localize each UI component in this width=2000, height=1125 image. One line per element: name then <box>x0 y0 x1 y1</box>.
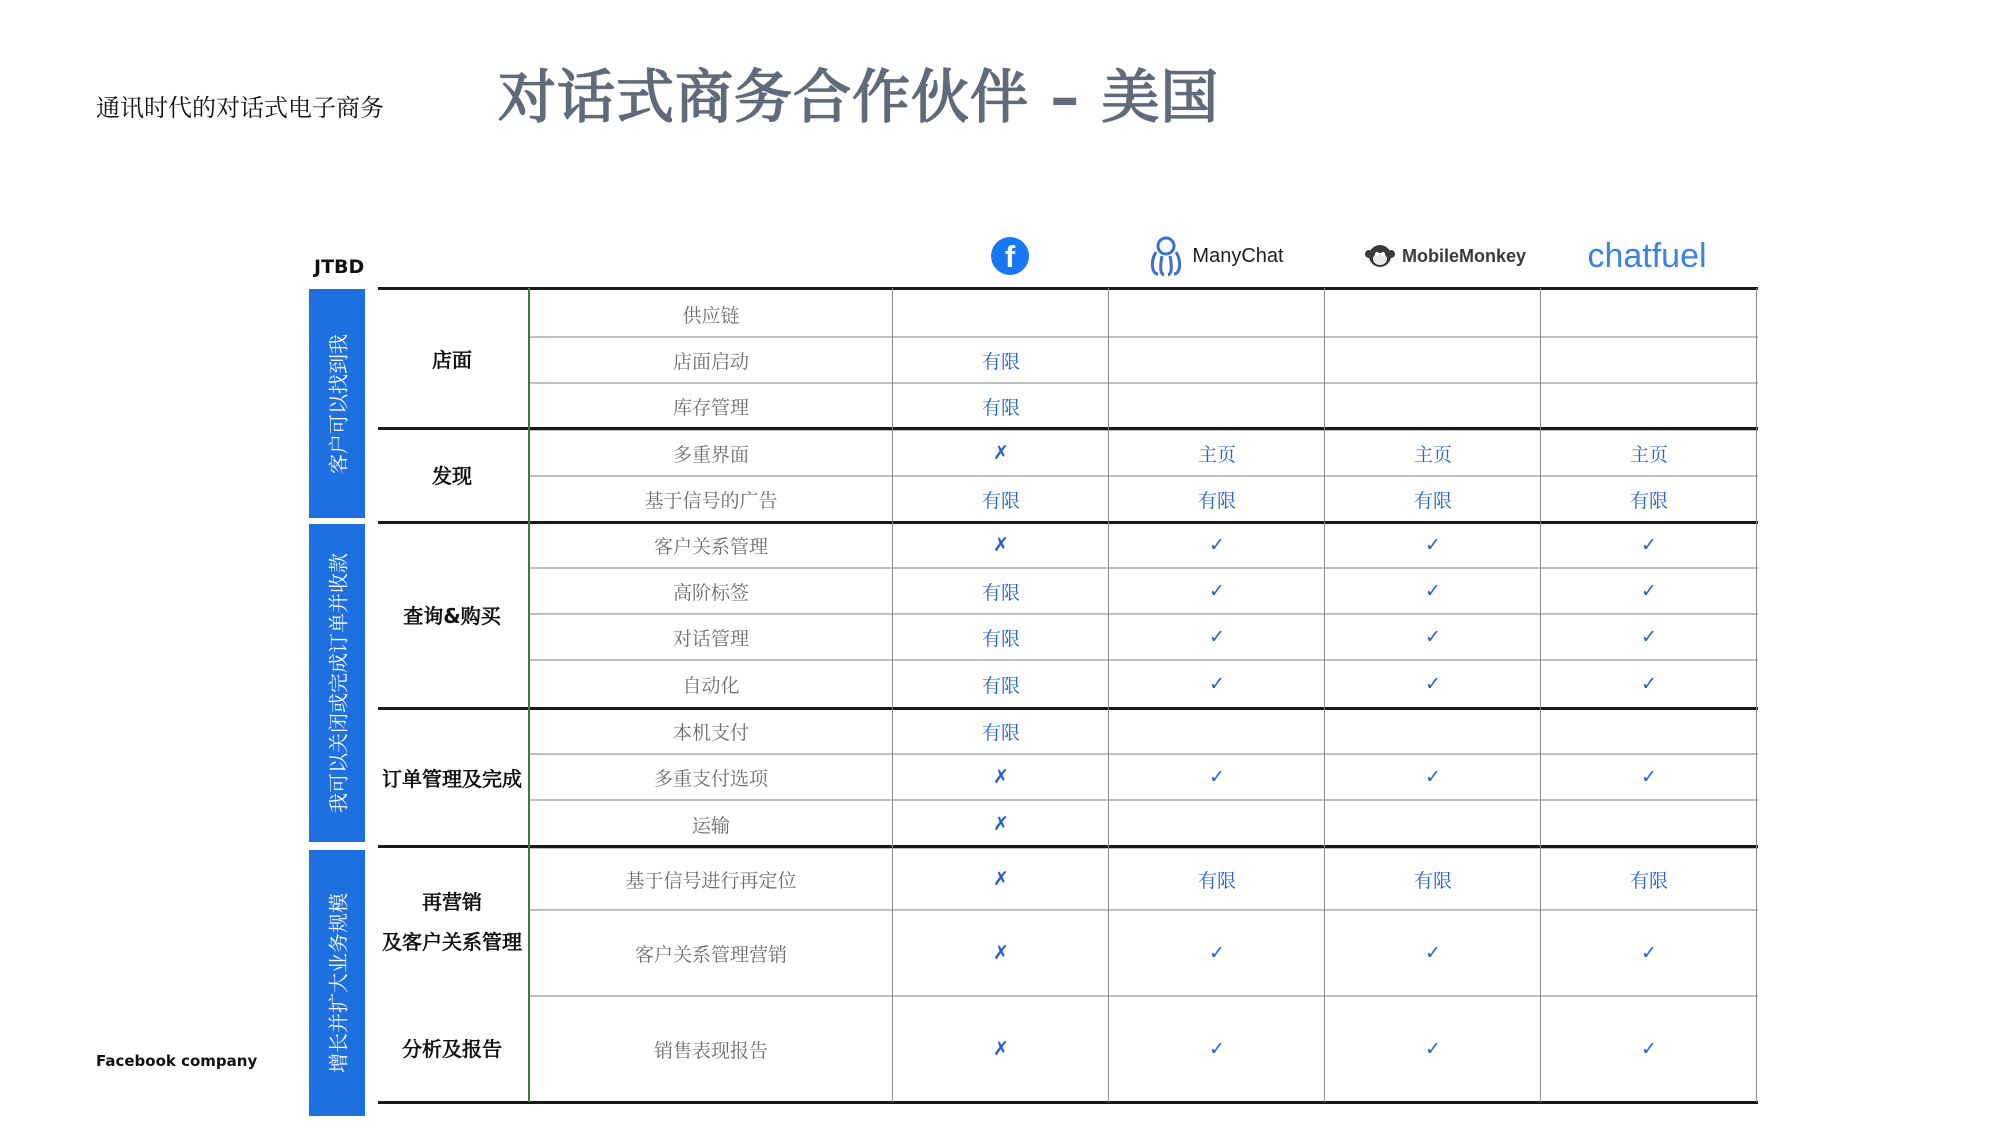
table-cell: ✓ <box>1209 942 1225 964</box>
column-divider <box>1756 288 1757 1102</box>
table-cell: ✓ <box>1425 580 1441 602</box>
table-cell <box>1110 337 1324 383</box>
table-cell: 有限 <box>981 489 1020 512</box>
table-cell: 有限 <box>1413 489 1452 512</box>
table-cell: 有限 <box>1197 869 1236 892</box>
table-cell <box>1326 800 1540 848</box>
table-cell: ✗ <box>993 1038 1009 1060</box>
table-cell: 有限 <box>1629 489 1668 512</box>
group-divider <box>378 287 1758 290</box>
category-grow-business: 增长并扩大业务规模 <box>309 850 365 1116</box>
table-cell <box>1542 708 1756 754</box>
table-cell: 主页 <box>1629 443 1668 466</box>
table-cell: ✓ <box>1641 942 1657 964</box>
table-cell <box>1326 337 1540 383</box>
table-cell: 有限 <box>981 397 1020 419</box>
feature-label: 供应链 <box>682 304 740 327</box>
feature-label: 基于信号进行再定位 <box>625 869 797 892</box>
table-cell <box>1542 800 1756 848</box>
group-remarketing-crm: 再营销 及客户关系管理 <box>382 890 522 954</box>
table-cell <box>1542 291 1756 337</box>
table-cell: ✓ <box>1209 580 1225 602</box>
table-cell <box>1542 383 1756 430</box>
table-cell: 主页 <box>1197 443 1236 466</box>
table-cell: 有限 <box>981 674 1020 697</box>
table-cell: ✓ <box>1641 534 1657 556</box>
group-inquiry-purchase: 查询&购买 <box>403 604 501 628</box>
table-cell: ✓ <box>1209 534 1225 556</box>
category-customers-find-me: 客户可以找到我 <box>309 289 365 518</box>
table-cell: ✓ <box>1425 766 1441 788</box>
mobilemonkey-logo <box>1350 228 1540 284</box>
feature-label: 基于信号的广告 <box>644 489 778 512</box>
table-cell: 有限 <box>981 721 1020 744</box>
table-cell <box>1110 708 1324 754</box>
feature-label: 库存管理 <box>672 397 749 419</box>
column-divider <box>1108 288 1109 1102</box>
chatfuel-icon: chatfuel <box>1587 236 1707 275</box>
table-cell <box>1326 708 1540 754</box>
column-divider <box>1324 288 1325 1102</box>
feature-label: 客户关系管理营销 <box>634 943 787 966</box>
table-cell: ✗ <box>993 534 1009 556</box>
table-cell: ✗ <box>993 766 1009 788</box>
table-cell: 有限 <box>1197 489 1236 512</box>
table-cell: ✗ <box>993 942 1009 964</box>
table-cell: ✓ <box>1425 534 1441 556</box>
manychat-logo <box>1140 228 1290 284</box>
table-cell: ✗ <box>993 868 1009 890</box>
table-cell: 有限 <box>981 627 1020 650</box>
table-cell: ✗ <box>993 813 1009 835</box>
table-cell: ✓ <box>1425 942 1441 964</box>
table-cell: ✓ <box>1209 1038 1225 1060</box>
category-close-orders: 我可以关闭或完成订单并收款 <box>309 524 365 842</box>
table-cell: ✓ <box>1425 1038 1441 1060</box>
table-cell: ✓ <box>1641 626 1657 648</box>
group-discovery: 发现 <box>432 464 472 488</box>
table-cell: ✓ <box>1209 673 1225 695</box>
table-cell <box>1110 383 1324 430</box>
manychat-name: ManyChat <box>1192 244 1284 267</box>
table-cell: 主页 <box>1413 443 1452 466</box>
chatfuel-logo <box>1572 228 1722 284</box>
facebook-logo <box>990 228 1030 284</box>
group-order-management: 订单管理及完成 <box>382 767 522 791</box>
feature-label: 本机支付 <box>672 721 749 744</box>
column-divider <box>892 288 893 1102</box>
jtbd-label: JTBD <box>314 256 365 278</box>
group-storefront: 店面 <box>432 347 472 372</box>
feature-label: 销售表现报告 <box>653 1039 768 1062</box>
table-cell: ✓ <box>1641 673 1657 695</box>
feature-label: 多重支付选项 <box>653 767 768 790</box>
mobilemonkey-icon <box>1364 240 1396 272</box>
table-cell: ✓ <box>1425 673 1441 695</box>
table-cell: 有限 <box>1413 869 1452 892</box>
table-cell <box>1326 383 1540 430</box>
feature-label: 运输 <box>691 814 730 837</box>
table-cell <box>1542 337 1756 383</box>
table-cell <box>1110 800 1324 848</box>
feature-label: 店面启动 <box>672 350 749 373</box>
table-cell: ✗ <box>993 442 1009 464</box>
table-cell: ✓ <box>1425 626 1441 648</box>
table-cell: ✓ <box>1641 580 1657 602</box>
group-analytics: 分析及报告 <box>402 1037 502 1061</box>
feature-label: 自动化 <box>682 674 740 697</box>
feature-label: 多重界面 <box>672 443 749 466</box>
manychat-icon <box>1146 234 1186 278</box>
table-cell <box>1110 291 1324 337</box>
table-cell: 有限 <box>981 350 1020 373</box>
table-cell: ✓ <box>1641 766 1657 788</box>
mobilemonkey-name: MobileMonkey <box>1401 245 1526 266</box>
feature-label: 客户关系管理 <box>653 535 768 558</box>
table-cell <box>894 291 1108 337</box>
footer-text: Facebook company <box>96 1052 258 1070</box>
table-cell: ✓ <box>1641 1038 1657 1060</box>
table-cell: ✓ <box>1209 626 1225 648</box>
page-title: 对话式商务合作伙伴 – 美国 <box>498 63 1220 131</box>
table-cell: ✓ <box>1209 766 1225 788</box>
table-cell: 有限 <box>1629 869 1668 892</box>
page-subtitle: 通讯时代的对话式电子商务 <box>96 94 384 122</box>
facebook-icon: f <box>991 237 1029 275</box>
table-cell <box>1326 291 1540 337</box>
column-divider <box>1540 288 1541 1102</box>
feature-label: 高阶标签 <box>672 581 749 604</box>
table-cell: 有限 <box>981 581 1020 604</box>
feature-label: 对话管理 <box>672 627 749 650</box>
